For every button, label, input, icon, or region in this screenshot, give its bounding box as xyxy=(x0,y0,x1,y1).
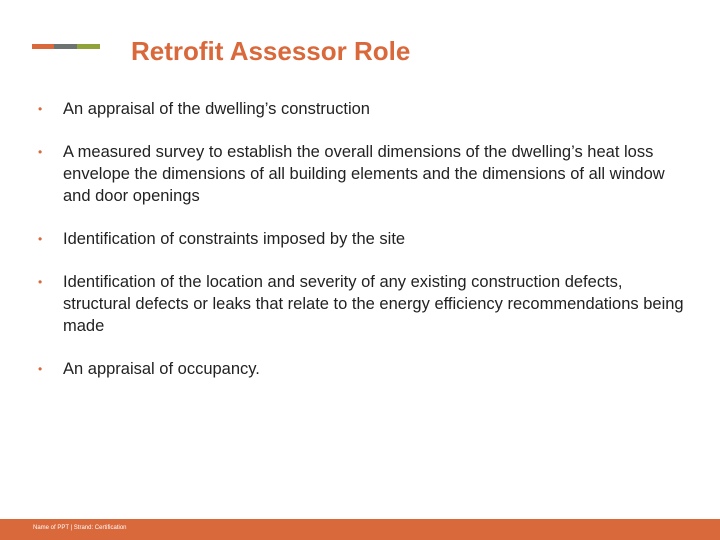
accent-bar-green xyxy=(77,44,100,49)
bullet-text: An appraisal of occupancy. xyxy=(63,360,260,378)
slide-title: Retrofit Assessor Role xyxy=(131,36,411,66)
bullet-item xyxy=(38,98,688,120)
bullet-item xyxy=(38,358,688,380)
bullet-dot-icon: • xyxy=(38,232,43,246)
bullet-dot-icon: • xyxy=(38,275,43,289)
accent-bar-orange xyxy=(32,44,54,49)
footer-bar xyxy=(0,519,720,540)
bullet-text: Identification of the location and severity of any existing construction defects, structural defects or leaks that relate to the energy efficiency recommendations being made xyxy=(63,273,684,335)
bullet-text: An appraisal of the dwelling’s construction xyxy=(63,100,370,118)
bullet-text: Identification of constraints imposed by the site xyxy=(63,230,406,248)
bullet-item xyxy=(38,141,688,207)
bullet-item xyxy=(38,228,688,250)
bullet-dot-icon: • xyxy=(38,362,43,376)
footer-text: Name of PPT | Strand: Certification xyxy=(33,525,127,531)
bullet-dot-icon: • xyxy=(38,102,43,116)
bullet-list xyxy=(38,98,688,380)
bullet-dot-icon: • xyxy=(38,145,43,159)
bullet-text: A measured survey to establish the overall dimensions of the dwelling’s heat loss envelope the dimensions of all building elements and the dimensions of all window and door openings xyxy=(63,143,665,205)
accent-bar-grey xyxy=(54,44,77,49)
bullet-item xyxy=(38,271,688,337)
